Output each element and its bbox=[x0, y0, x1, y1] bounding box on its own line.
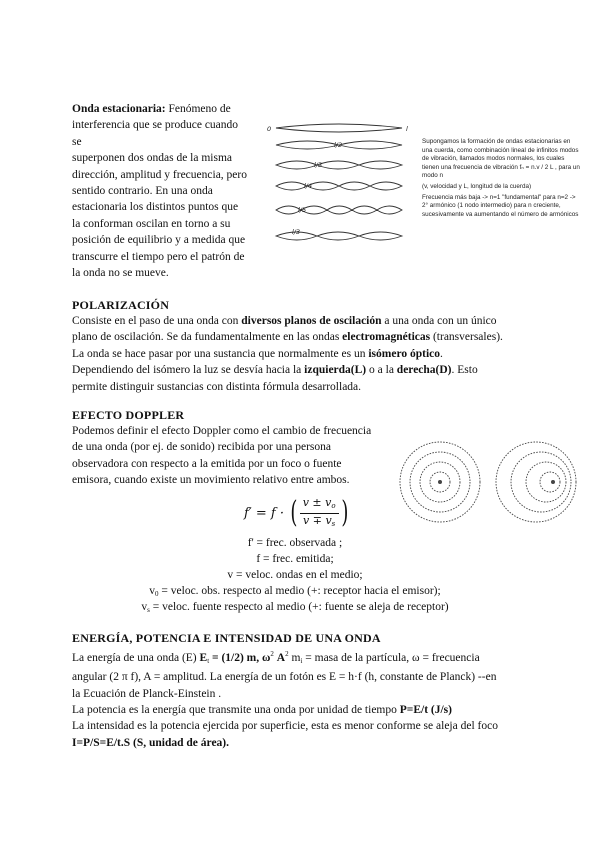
polarization-paragraph: Consiste en el paso de una onda con diversos planos de oscilación a una onda con un único plano de oscilación. Se da fundamentalmente en las ondas electromagnéticas (transversales). La onda se hace pasar por una sustancia que normalmente es un isómero óptico. Dependiendo del isómero la luz se desvía hacia la izquierda(L) o a la derecha(D). Esto permite distinguir sustancias con distinta fórmula desarrollada. bbox=[72, 315, 503, 393]
standing-wave-paragraph: Onda estacionaria: Fenómeno de interferencia que se produce cuando se superponen dos ondas de la misma dirección, amplitud y frecuencia, pero sentido contrario. En una onda estacionaria los distintos puntos que la conforman oscilan en torno a su posición de equilibrio y a medida que transcurre el tiempo pero el patrón de la onda no se mueve. bbox=[72, 103, 247, 280]
formula-left-paren: ( bbox=[290, 495, 298, 530]
doppler-paragraph: Podemos definir el efecto Doppler como el cambio de frecuencia de una onda (por ej. de sonido) recibida por una persona observadora con respecto a la emitida por un foco o fuente emisora, cuando existe un movimiento relativo entre ambos. bbox=[72, 425, 372, 487]
standing-wave-figure bbox=[262, 118, 422, 258]
doppler-heading: EFECTO DOPPLER bbox=[72, 408, 185, 422]
wave-label-half: l/2 bbox=[334, 141, 343, 149]
standing-wave-notes bbox=[422, 138, 582, 221]
doppler-def-vs: $v_s$ = veloc. fuente respecto al medio (+: fuente se aleja de receptor) bbox=[141, 601, 449, 614]
formula-right-paren: ) bbox=[340, 495, 348, 530]
note-harmonics: Frecuencia más baja -> n=1 "fundamental" para n=2 -> 2° armónico (1 nodo intermedio) para n creciente, sucesivamente va aumentando el número de armónicos bbox=[422, 193, 579, 218]
wave-label-third: l/3 bbox=[314, 161, 323, 169]
formula-numerator: $v \pm v_o$ bbox=[300, 496, 339, 514]
polarization-heading: POLARIZACIÓN bbox=[72, 298, 170, 312]
doppler-def-v: v = veloc. ondas en el medio; bbox=[227, 569, 363, 581]
wave-label-quarter: l/4 bbox=[304, 182, 313, 190]
doppler-figure bbox=[398, 432, 588, 532]
wave-label-zero: 0 bbox=[267, 125, 272, 133]
doppler-def-vo: $v_0$ = veloc. obs. respecto al medio (+: receptor hacia el emisor); bbox=[149, 585, 441, 598]
formula-fraction bbox=[300, 496, 339, 531]
doppler-def-f-observed: f' = frec. observada ; bbox=[247, 537, 343, 549]
energy-paragraph: La energía de una onda (E) $E_t = (1/2)$ m, $\omega^2$ $A^2$ $m_i$ = masa de la partícula, ω = frecuencia angular (2 π f), A = amplitud. La energía de un fotón es E = h·f (h, constante de Planck) --en la Ecuación de Planck-Einstein . La potencia es la energía que transmite una onda por unidad de tiempo P=E/t (J/s) La intensidad es la potencia ejercida por superficie, esta es menor conforme se aleja del foco I=P/S=E/t.S (S, unidad de área). bbox=[72, 650, 498, 749]
energy-heading: ENERGÍA, POTENCIA E INTENSIDAD DE UNA ONDA bbox=[72, 631, 381, 645]
note-modes: Supongamos la formación de ondas estacionarias en una cuerda, como combinación lineal de infinitos modos de vibración, llamados modos normales, los cuales tienen una frecuencia de vibración fₙ = n.v / 2 L , para un modo n bbox=[422, 138, 580, 180]
standing-wave-term: Onda estacionaria: bbox=[72, 103, 166, 115]
doppler-formula bbox=[244, 494, 350, 532]
wave-label-fifth: l/5 bbox=[298, 206, 307, 214]
wave-label-end: l bbox=[406, 125, 408, 133]
formula-denominator: $v \mp v_s$ bbox=[303, 513, 336, 528]
doppler-def-f-emitted: f = frec. emitida; bbox=[256, 553, 334, 565]
wave-label-third-b: l/3 bbox=[292, 228, 301, 236]
formula-lhs: f′ = f · bbox=[244, 505, 284, 521]
note-variables: (v, velocidad y L, longitud de la cuerda) bbox=[422, 182, 532, 190]
